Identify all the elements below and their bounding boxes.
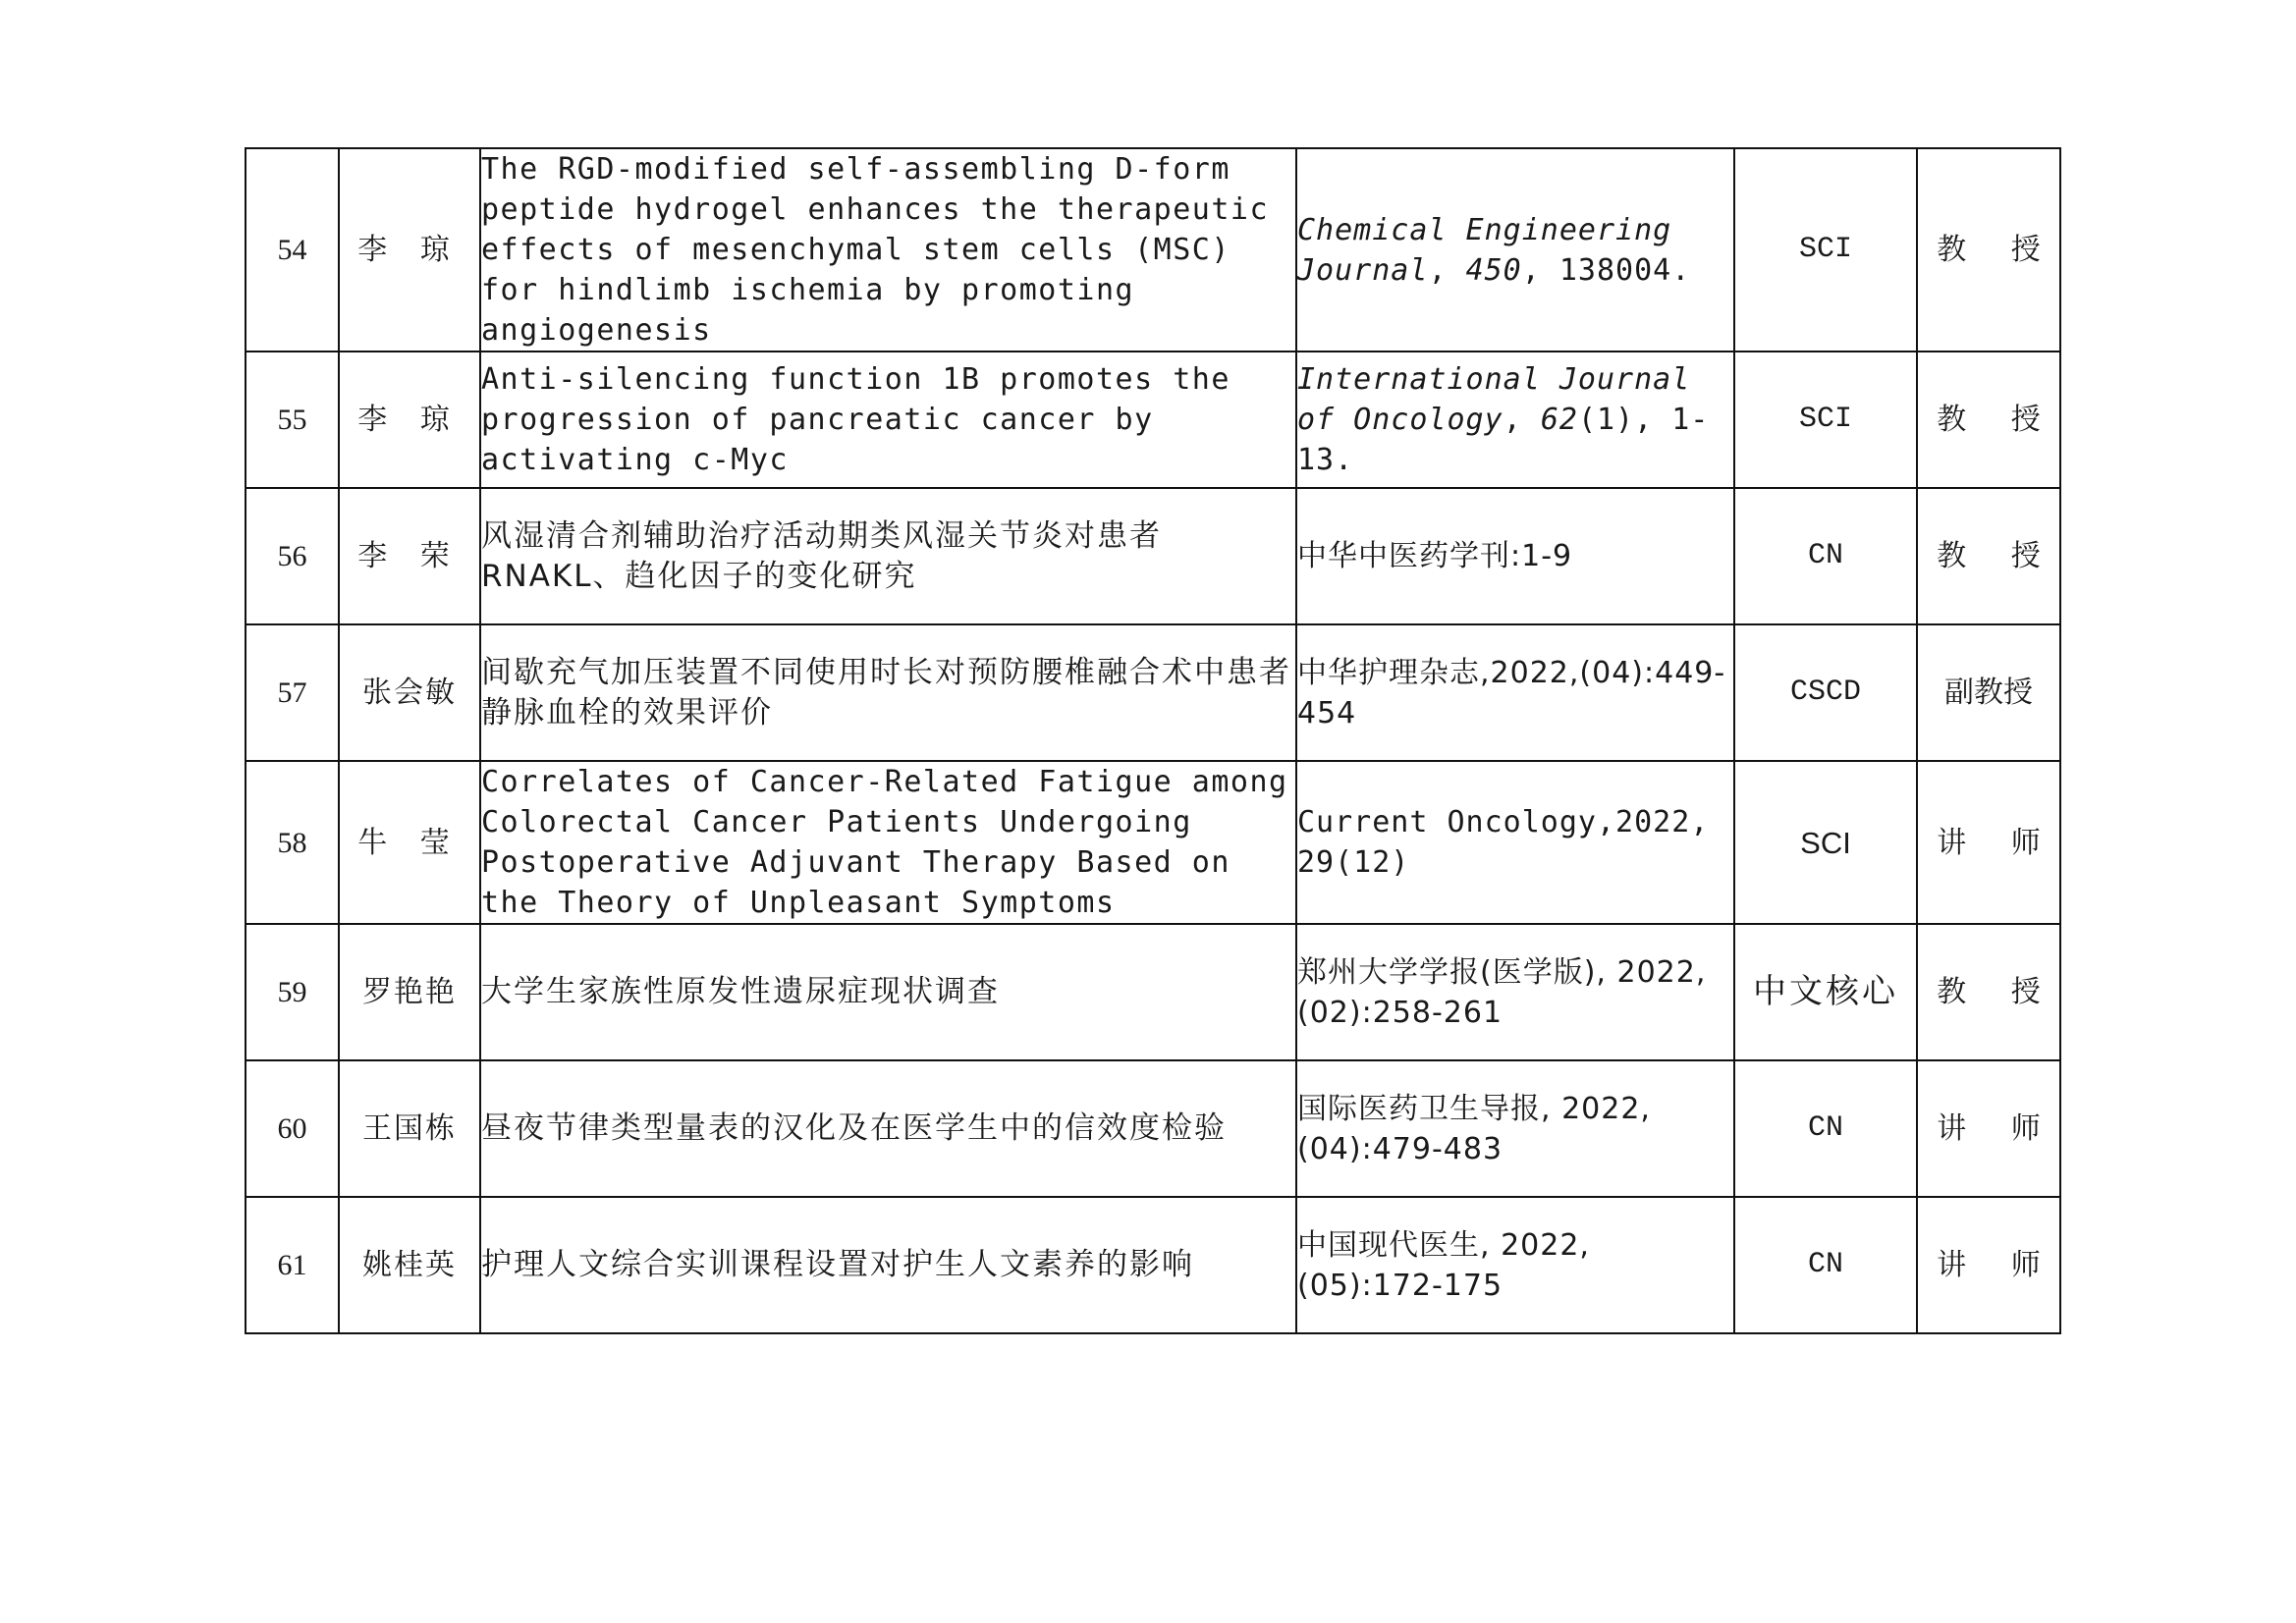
paper-title: 大学生家族性原发性遗尿症现状调查	[480, 924, 1296, 1060]
author-name: 张会敏	[339, 624, 480, 761]
paper-title: 间歇充气加压装置不同使用时长对预防腰椎融合术中患者静脉血栓的效果评价	[480, 624, 1296, 761]
row-number: 57	[246, 624, 339, 761]
table-row	[246, 924, 2060, 1060]
row-number: 56	[246, 488, 339, 624]
author-name: 姚桂英	[339, 1197, 480, 1333]
paper-title: Anti-silencing function 1B promotes the progression of pancreatic cancer by activating c-Myc	[480, 352, 1296, 488]
journal-citation: Current Oncology,2022, 29(12)	[1296, 761, 1734, 924]
journal-pages: , 138004.	[1521, 252, 1691, 288]
author-rank: 教 授	[1917, 924, 2060, 1060]
journal-citation: 中华中医药学刊:1-9	[1296, 488, 1734, 624]
author-rank: 讲 师	[1917, 1197, 2060, 1333]
table-row	[246, 1060, 2060, 1197]
journal-citation: 国际医药卫生导报, 2022,(04):479-483	[1296, 1060, 1734, 1197]
journal-pages: (1), 1-13.	[1297, 403, 1710, 477]
index-type: SCI	[1734, 352, 1917, 488]
journal-citation: 郑州大学学报(医学版), 2022,(02):258-261	[1296, 924, 1734, 1060]
journal-separator: ,	[1503, 403, 1541, 437]
journal-citation	[1296, 352, 1734, 488]
table-row	[246, 1197, 2060, 1333]
author-rank: 教 授	[1917, 148, 2060, 352]
row-number: 54	[246, 148, 339, 352]
publications-table	[245, 147, 2061, 1334]
author-name: 李 琼	[339, 352, 480, 488]
journal-citation: 中国现代医生, 2022,(05):172-175	[1296, 1197, 1734, 1333]
row-number: 60	[246, 1060, 339, 1197]
paper-title: Correlates of Cancer-Related Fatigue among Colorectal Cancer Patients Undergoing Postoperative Adjuvant Therapy Based on the Theory of Unpleasant Symptoms	[480, 761, 1296, 924]
index-type: SCI	[1734, 761, 1917, 924]
author-rank: 副教授	[1917, 624, 2060, 761]
author-rank: 讲 师	[1917, 761, 2060, 924]
author-name: 牛 莹	[339, 761, 480, 924]
index-type: 中文核心	[1734, 924, 1917, 1060]
author-name: 李 荣	[339, 488, 480, 624]
paper-title: 护理人文综合实训课程设置对护生人文素养的影响	[480, 1197, 1296, 1333]
table-row	[246, 761, 2060, 924]
author-name: 王国栋	[339, 1060, 480, 1197]
row-number: 61	[246, 1197, 339, 1333]
index-type: CN	[1734, 1060, 1917, 1197]
row-number: 58	[246, 761, 339, 924]
journal-citation	[1296, 148, 1734, 352]
table-row	[246, 148, 2060, 352]
journal-name: Chemical Engineering Journal	[1297, 212, 1672, 288]
table-row	[246, 624, 2060, 761]
author-name: 李 琼	[339, 148, 480, 352]
journal-volume: 450	[1465, 252, 1522, 288]
author-rank: 讲 师	[1917, 1060, 2060, 1197]
row-number: 59	[246, 924, 339, 1060]
author-name: 罗艳艳	[339, 924, 480, 1060]
index-type: CSCD	[1734, 624, 1917, 761]
paper-title: 昼夜节律类型量表的汉化及在医学生中的信效度检验	[480, 1060, 1296, 1197]
table-row	[246, 488, 2060, 624]
row-number: 55	[246, 352, 339, 488]
index-type: SCI	[1734, 148, 1917, 352]
index-type: CN	[1734, 488, 1917, 624]
paper-title: The RGD-modified self-assembling D-form peptide hydrogel enhances the therapeutic effects of mesenchymal stem cells (MSC) for hindlimb ischemia by promoting angiogenesis	[480, 148, 1296, 352]
journal-name: International Journal of Oncology	[1297, 362, 1691, 437]
index-type: CN	[1734, 1197, 1917, 1333]
journal-volume: 62	[1540, 403, 1578, 437]
table-row	[246, 352, 2060, 488]
author-rank: 教 授	[1917, 352, 2060, 488]
paper-title: 风湿清合剂辅助治疗活动期类风湿关节炎对患者RNAKL、趋化因子的变化研究	[480, 488, 1296, 624]
journal-citation: 中华护理杂志,2022,(04):449-454	[1296, 624, 1734, 761]
journal-separator: ,	[1428, 252, 1466, 288]
author-rank: 教 授	[1917, 488, 2060, 624]
